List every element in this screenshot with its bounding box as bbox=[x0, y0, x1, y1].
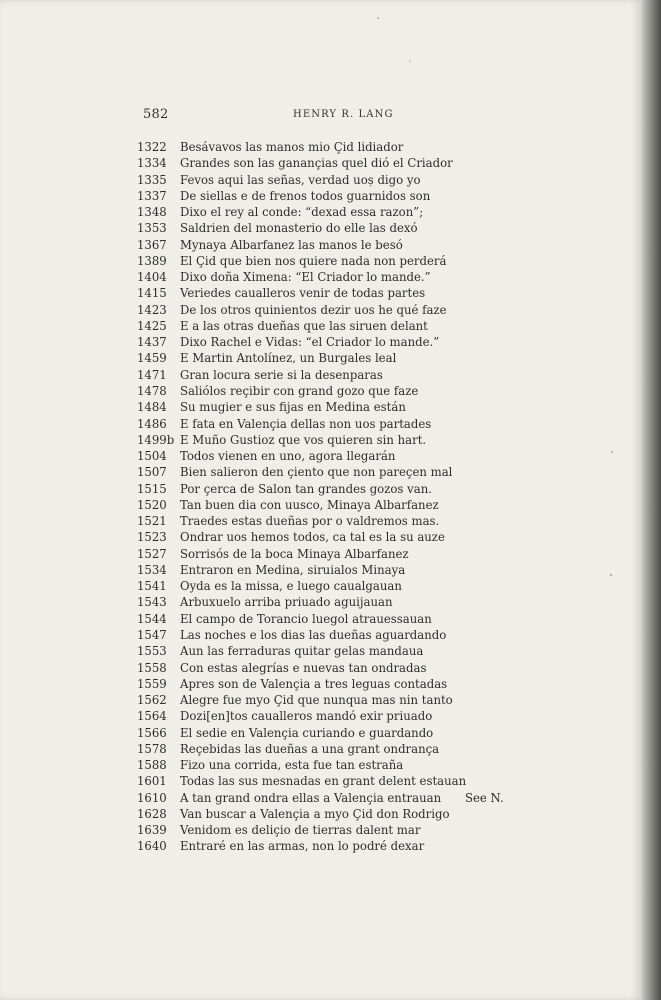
line-text: Fizo una corrida, esta fue tan estraña bbox=[180, 758, 404, 773]
verse-line bbox=[0, 725, 641, 741]
verse-line bbox=[0, 822, 641, 838]
line-number: 1562 bbox=[137, 693, 167, 708]
page-edge bbox=[641, 0, 661, 1000]
line-text: Su mugier e sus fijas en Medina están bbox=[180, 400, 406, 415]
verse-line bbox=[0, 188, 641, 204]
line-number: 1486 bbox=[137, 416, 167, 431]
verse-line bbox=[0, 383, 641, 399]
line-text: Besávavos las manos mio Çid lidiador bbox=[180, 140, 404, 154]
verse-line bbox=[0, 578, 641, 594]
verse-line bbox=[0, 627, 641, 643]
verse-line bbox=[0, 285, 641, 301]
line-text: Todos vienen en uno, agora llegarán bbox=[180, 449, 396, 464]
line-number: 1423 bbox=[137, 302, 167, 317]
verse-line bbox=[0, 367, 641, 383]
line-text: Van buscar a Valençia a myo Çid don Rodrigo bbox=[180, 806, 450, 821]
verse-line bbox=[0, 464, 641, 480]
line-number: 1425 bbox=[137, 318, 167, 333]
line-number: 1558 bbox=[137, 660, 167, 675]
line-number: 1541 bbox=[137, 579, 167, 594]
line-number: 1628 bbox=[137, 806, 167, 821]
verse-line bbox=[0, 139, 641, 155]
line-text: Bien salieron den çiento que non pareçen mal bbox=[180, 465, 453, 480]
page-number: 582 bbox=[143, 107, 169, 122]
line-text: E a las otras dueñas que las siruen delant bbox=[180, 318, 428, 333]
line-number: 1389 bbox=[137, 253, 167, 268]
verse-line bbox=[0, 318, 641, 334]
verse-line bbox=[0, 448, 641, 464]
line-number: 1507 bbox=[137, 465, 167, 480]
verse-line bbox=[0, 790, 641, 806]
line-number: 1588 bbox=[137, 758, 167, 773]
line-text: Saliólos reçibir con grand gozo que faze bbox=[180, 383, 419, 398]
line-text: Entraré en las armas, non lo podré dexar bbox=[180, 839, 425, 854]
verse-line bbox=[0, 399, 641, 415]
verse-line bbox=[0, 676, 641, 692]
line-number: 1578 bbox=[137, 741, 167, 756]
verse-line bbox=[0, 302, 641, 318]
line-number: 1334 bbox=[137, 156, 167, 171]
line-number: 1437 bbox=[137, 335, 167, 350]
line-number: 1515 bbox=[137, 481, 167, 496]
verse-line bbox=[0, 432, 641, 448]
verse-line bbox=[0, 481, 641, 497]
running-header: HENRY R. LANG bbox=[293, 109, 394, 120]
line-text: Fevos aqui las señas, verdad uoș digo yo bbox=[180, 172, 421, 187]
line-number: 1564 bbox=[137, 709, 167, 724]
line-number: 1337 bbox=[137, 188, 167, 203]
line-number: 1543 bbox=[137, 595, 167, 610]
line-text: Gran locura serie si la desenparas bbox=[180, 367, 383, 382]
verse-line bbox=[0, 773, 641, 789]
line-text: Dozi[en]tos caualleros mandó exir priuado bbox=[180, 709, 433, 724]
line-number: 1353 bbox=[137, 221, 167, 236]
line-number: 1322 bbox=[137, 140, 167, 154]
verse-line bbox=[0, 220, 641, 236]
line-number: 1484 bbox=[137, 400, 167, 415]
verse-line bbox=[0, 838, 641, 854]
line-number: 1459 bbox=[137, 351, 167, 366]
line-number: 1610 bbox=[137, 790, 167, 805]
line-text: E Martin Antolínez, un Burgales leal bbox=[180, 351, 397, 366]
line-text: Sorrisós de la boca Minaya Albarfanez bbox=[180, 546, 409, 561]
line-number: 1504 bbox=[137, 449, 167, 464]
verse-line bbox=[0, 757, 641, 773]
verse-line bbox=[0, 594, 641, 610]
line-number: 1404 bbox=[137, 270, 167, 285]
line-text: Por çerca de Salon tan grandes gozos van. bbox=[180, 481, 432, 496]
verse-line bbox=[0, 513, 641, 529]
line-text: Tan buen dia con uusco, Minaya Albarfanez bbox=[180, 497, 439, 512]
verse-line bbox=[0, 806, 641, 822]
line-number: 1544 bbox=[137, 611, 167, 626]
line-text: Con estas alegrías e nuevas tan ondradas bbox=[180, 660, 427, 675]
line-text: Arbuxuelo arriba priuado aguijauan bbox=[180, 595, 393, 610]
verse-line bbox=[0, 708, 641, 724]
line-number: 1527 bbox=[137, 546, 167, 561]
line-number: 1478 bbox=[137, 383, 167, 398]
verse-line bbox=[0, 253, 641, 269]
verse-line bbox=[0, 155, 641, 171]
line-text: Dixo Rachel e Vidas: “el Criador lo mande.” bbox=[180, 335, 440, 350]
line-text: Dixo doña Ximena: “El Criador lo mande.” bbox=[180, 270, 431, 285]
verse-line bbox=[0, 269, 641, 285]
line-number: 1639 bbox=[137, 823, 167, 838]
line-text: E fata en Valençia dellas non uos partades bbox=[180, 416, 432, 431]
line-number: 1534 bbox=[137, 562, 167, 577]
line-text: Las noches e los dias las dueñas aguardando bbox=[180, 627, 447, 642]
line-text: Mynaya Albarfanez las manos le besó bbox=[180, 237, 403, 252]
line-note: See N. bbox=[465, 790, 504, 805]
verse-line bbox=[0, 643, 641, 659]
line-number: 1640 bbox=[137, 839, 167, 854]
line-text: Traedes estas dueñas por o valdremos mas. bbox=[180, 514, 440, 529]
verse-line bbox=[0, 529, 641, 545]
line-text: De los otros quinientos dezir uos he qué faze bbox=[180, 302, 447, 317]
verse-line bbox=[0, 546, 641, 562]
verse-line-list bbox=[0, 139, 641, 855]
verse-line bbox=[0, 562, 641, 578]
line-number: 1471 bbox=[137, 367, 167, 382]
line-number: 1520 bbox=[137, 497, 167, 512]
line-text: Ondrar uos hemos todos, ca tal es la su auze bbox=[180, 530, 445, 545]
verse-line bbox=[0, 660, 641, 676]
line-text: Saldrien del monasterio do elle las dexó bbox=[180, 221, 418, 236]
line-text: Aun las ferraduras quitar gelas mandaua bbox=[180, 644, 424, 659]
line-number: 1559 bbox=[137, 676, 167, 691]
line-number: 1601 bbox=[137, 774, 167, 789]
line-text: El Çid que bien nos quiere nada non perderá bbox=[180, 253, 447, 268]
line-number: 1521 bbox=[137, 514, 167, 529]
line-text: Todas las sus mesnadas en grant delent estauan bbox=[180, 774, 467, 789]
line-text: El sedie en Valençia curiando e guardando bbox=[180, 725, 434, 740]
line-number: 1367 bbox=[137, 237, 167, 252]
line-number: 1348 bbox=[137, 205, 167, 220]
verse-line bbox=[0, 334, 641, 350]
line-text: Venidom es deliçio de tierras dalent mar bbox=[180, 823, 421, 838]
line-text: Grandes son las ganançias quel dió el Criador bbox=[180, 156, 453, 171]
line-number: 1566 bbox=[137, 725, 167, 740]
verse-line bbox=[0, 204, 641, 220]
line-text: El campo de Torancio luegol atrauessauan bbox=[180, 611, 432, 626]
verse-line bbox=[0, 416, 641, 432]
line-number: 1499b bbox=[137, 432, 175, 447]
line-number: 1547 bbox=[137, 627, 167, 642]
line-text: A tan grand ondra ellas a Valençia entrauan bbox=[180, 790, 442, 805]
line-text: De siellas e de frenos todos guarnidos son bbox=[180, 188, 431, 203]
line-text: Dixo el rey al conde: “dexad essa razon”; bbox=[180, 205, 424, 220]
verse-line bbox=[0, 741, 641, 757]
verse-line bbox=[0, 692, 641, 708]
line-number: 1335 bbox=[137, 172, 167, 187]
line-text: Apres son de Valençia a tres leguas contadas bbox=[180, 676, 448, 691]
verse-line bbox=[0, 350, 641, 366]
verse-line bbox=[0, 497, 641, 513]
line-text: Oyda es la missa, e luego caualgauan bbox=[180, 579, 402, 594]
line-number: 1523 bbox=[137, 530, 167, 545]
line-number: 1553 bbox=[137, 644, 167, 659]
line-text: Veriedes caualleros venir de todas partes bbox=[180, 286, 426, 301]
line-text: Entraron en Medina, siruialos Minaya bbox=[180, 562, 406, 577]
line-number: 1415 bbox=[137, 286, 167, 301]
line-text: Reçebidas las dueñas a una grant ondrança bbox=[180, 741, 440, 756]
line-text: E Muño Gustioz que vos quieren sin hart. bbox=[180, 432, 427, 447]
verse-line bbox=[0, 237, 641, 253]
verse-line bbox=[0, 611, 641, 627]
verse-line bbox=[0, 172, 641, 188]
line-text: Alegre fue myo Çid que nunqua mas nin tanto bbox=[180, 693, 453, 708]
